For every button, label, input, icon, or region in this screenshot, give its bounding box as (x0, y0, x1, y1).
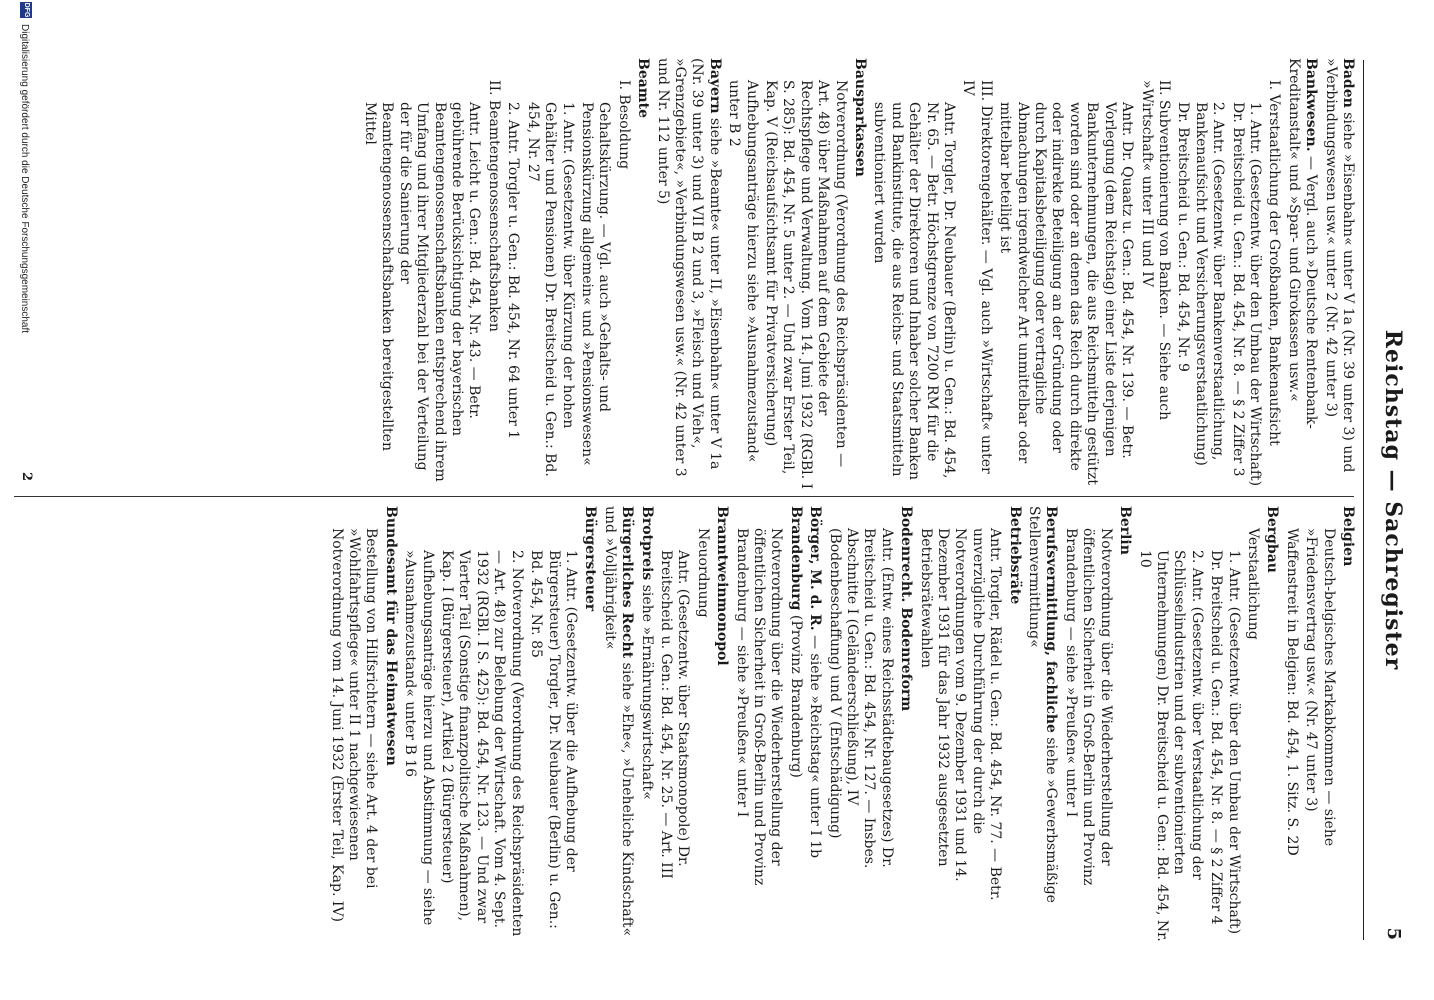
entry-text: siehe »Gewerbsmäßige Stellenvermittlung« (1026, 506, 1060, 903)
entry-headword: Branntweinmonopol (714, 506, 731, 666)
entry-headword: Bankwesen. (1303, 58, 1320, 152)
entry-text: siehe »Eisenbahn« unter V 1a (Nr. 39 unter 3) und »Verbindungswesen usw.« unter 2 (Nr. 42 unter 3) (1322, 58, 1356, 473)
index-entry (725, 58, 760, 490)
entry-headword: Börger, M. d. R. (807, 506, 824, 631)
entry-text: Deutsch-belgisches Markabkommen — siehe »Friedensvertrag usw.« (Nr. 47 unter 3) (1303, 528, 1337, 847)
index-entry (1244, 506, 1261, 942)
entry-headword: Belgien (1340, 506, 1356, 567)
entry-headword: Berlin (1117, 506, 1134, 555)
entry-headword: Brotpreis (638, 506, 655, 581)
index-entry (959, 58, 994, 490)
index-entry (1284, 58, 1319, 490)
index-entry (381, 506, 398, 942)
index-entry (693, 506, 710, 942)
dfg-logo: DFG (20, 2, 32, 18)
index-entry (916, 506, 1003, 942)
entry-headword: Bundesamt für das Heimatwesen (382, 506, 399, 766)
entry-headword: Bausparkassen (852, 58, 869, 177)
index-entry (1025, 506, 1060, 942)
index-entry (401, 506, 436, 942)
entry-text: I. Verstaatlichung der Großbanken, Bankenaufsicht (1266, 80, 1283, 446)
entry-text: siehe »Ehe«, »Uneheliche Kindschaft« und »Volljährigkeit« (601, 506, 636, 937)
entry-headword: Berufsvermittlung, fachliche (1043, 506, 1060, 733)
running-title: Reichstag — Sachregister (1380, 329, 1406, 671)
entry-text: siehe »Beamte« unter II, »Eisenbahn« unter V 1a (Nr. 39 unter 3) und VII B 2 und 3, »Fleisch und Vieh«, »Grenzgebiete«, »Verbindungswesen usw.« (Nr. 42 unter 3 und Nr. 112 unter 5) (654, 58, 723, 477)
column-divider (14, 496, 1354, 497)
index-entry (825, 506, 895, 942)
entry-text: (Provinz Brandenburg) (787, 610, 804, 778)
index-entry (1339, 506, 1356, 942)
entry-text: Aufhebungsanträge hierzu siehe »Ausnahmezustand« unter B 2 (726, 80, 760, 463)
index-entry (1265, 58, 1282, 490)
entry-text: — Vergl. auch »Deutsche Rentenbank-Kreditanstalt« und »Spar- und Girokassen usw.« (1285, 58, 1320, 429)
entry-text: 1. Antr. (Gesetzentw. über den Umbau der Wirtschaft) Dr. Breitscheid u. Gen.: Bd. 454, Nr. 8. — § 2 Ziffer 3 (1229, 102, 1263, 487)
page-number: 5 (1383, 927, 1404, 940)
entry-text: III. Direktorengehälter. — Vgl. auch »Wirtschaft« unter IV (960, 80, 994, 474)
entry-text: Notverordnung (Verordnung des Reichspräsidenten — Art. 48) über Maßnahmen auf dem Gebiete der Rechtspflege und Verwaltung. Vom 14. Juni 1932 (RGBl. I S. 285): Bd. 454, Nr. 5 unter 2. — Und zwar Erster Teil, Kap. V (Reichsaufsichtsamt für Privatversicherung) (763, 80, 849, 490)
entry-headword: Bayern (706, 58, 723, 114)
index-entry (657, 506, 692, 942)
entry-text: Bestellung von Hilfsrichtern — siehe Art. 4 der bei »Wohlfahrtspflege« unter II 1 nachgewiesenen Notverordnung vom 14. Juni 1932 (Erster Teil, Kap. IV) (328, 528, 380, 922)
index-entry (578, 58, 613, 490)
entry-text: Aufhebungsanträge hierzu und Abstimmung — siehe »Ausnahmezustand« unter B 16 (402, 550, 436, 926)
entry-text: II. Subventionierung von Banken. — Siehe auch »Wirtschaft« unter III und IV (1138, 80, 1172, 421)
entry-text: 2. Antr. (Gesetzentw. über Bankenverstaatlichung, Bankenaufsicht und Versicherungsverstaatlichung) Dr. Breitscheid u. Gen.: Bd. 454, Nr. 9 (1175, 102, 1227, 466)
right-column (56, 506, 1356, 942)
entry-text: Antr. (Entw. eines Reichsstädtebaugesetzes) Dr. Breitscheid u. Gen.: Bd. 454, Nr. 127. — Insbes. Abschnitte I (Geländeerschließung), IV (Bodenbeschaffung) und V (Entschädigung) (826, 528, 895, 869)
index-entry (581, 506, 598, 942)
entry-text: 2. Antr. Torgler u. Gen.: Bd. 454, Nr. 64 unter 1 (505, 102, 522, 440)
entry-text: — siehe »Reichstag« unter I 1b (807, 630, 824, 859)
index-entry (653, 58, 723, 490)
entry-text: Waffenstreit in Belgien: Bd. 454, 1. Sitz. S. 2D (1283, 528, 1300, 856)
entry-text: II. Beamtengenossenschaftsbanken (485, 80, 502, 332)
entry-text: 1. Antr. (Gesetzentw. über die Aufhebung der Bürgersteuer) Torgler, Dr. Neubauer (Berlin) u. Gen.: Bd. 454, Nr. 85 (528, 550, 579, 929)
index-entry (504, 58, 521, 490)
index-entry (851, 58, 868, 490)
entry-text: 1. Antr. (Gesetzentw. über Kürzung der hohen Gehälter und Pensionen) Dr. Breitscheid u. Gen.: Bd. 454, Nr. 27 (524, 102, 576, 477)
entry-headword: Bodenrecht. Bodenreform (898, 506, 915, 712)
entry-text: Antr. Torgler, Dr. Neubauer (Berlin) u. Gen.: Bd. 454, Nr. 65. — Betr. Höchstgrenze von 7200 RM für die Gehälter der Direktoren und Inhaber solcher Banken und Bankinstitute, die aus Reichs- und Staatsmitteln subventioniert wurden (871, 102, 958, 480)
entry-text: Antr. Dr. Quaatz u. Gen.: Bd. 454, Nr. 139. — Betr. Vorlegung (dem Reichstag) einer Liste derjenigen Bankunternehmungen, die aus Reichsmitteln gestützt worden sind oder an denen das Reich durch direkte oder indirekte Beteiligung an der Gründung oder durch Kapitalsbeteiligung oder vertragliche Abmachungen irgendwelcher Art unmittelbar oder mittelbar beteiligt ist (997, 102, 1136, 486)
entry-headword: Beamte (635, 58, 652, 118)
index-entry (786, 506, 803, 942)
index-entry (438, 506, 525, 942)
entry-headword: Betriebsräte (1006, 506, 1023, 605)
index-entry (762, 58, 849, 490)
entry-headword: Bergbau (1264, 506, 1281, 573)
index-entry (527, 506, 579, 942)
index-entry (1137, 58, 1172, 490)
index-entry (1005, 506, 1022, 942)
index-entry (897, 506, 914, 942)
index-entry (996, 58, 1135, 490)
entry-text: I. Besoldung (615, 80, 632, 170)
index-entry (1282, 506, 1299, 942)
entry-text: 1. Antr. (Gesetzentw. über den Umbau der Wirtschaft) Dr. Breitscheid u. Gen.: Bd. 454, Nr. 8. — § 2 Ziffer 4 (1208, 550, 1242, 935)
page-header (1363, 60, 1414, 940)
index-entry (1116, 506, 1133, 942)
index-entry (637, 506, 654, 942)
entry-headword: Brandenburg (787, 506, 804, 611)
index-entry (600, 506, 635, 942)
entry-text: 2. Antr. (Gesetzentw. über Verstaatlichung der Schlüsselindustrien und der subventionierten Unternehmungen) Dr. Breitscheid u. Gen.: Bd. 454, Nr. 10 (1136, 550, 1205, 942)
entry-text: Antr. (Gesetzentw. über Staatsmonopole) Dr. Breitscheid u. Gen.: Bd. 454, Nr. 25. — Art. III (657, 550, 692, 879)
index-entry (634, 58, 651, 490)
index-entry (614, 58, 631, 490)
index-entry (713, 506, 730, 942)
footer-page-marker: 2 (19, 472, 34, 482)
entry-text: Antr. Leicht u. Gen.: Bd. 454, Nr. 43. — Betr. gebührende Berücksichtigung der bayerischen Beamtengenossenschaftsbanken entsprechend ihrem Umfang und ihrer Mitgliederzahl bei der Verteilung der für die Sanierung der Beamtengenossenschaftsbanken bereitgestellten Mittel (362, 102, 483, 482)
entry-text: Gehaltskürzung. — Vgl. auch »Gehalts- und Pensionskürzung allgemein« und »Pensionswesen« (578, 102, 613, 466)
entry-headword: Baden (1340, 58, 1356, 108)
index-entry (361, 58, 483, 490)
credit-text: Digitalisierung gefördert durch die Deutsche Forschungsgemeinschaft (19, 24, 30, 334)
entry-text: Antr. Torgler, Rädel u. Gen.: Bd. 454, Nr. 77. — Betr. unverzügliche Durchführung der durch die Notverordnungen vom 9. Dezember 1931 und 14. Dezember 1931 für das Jahr 1932 ausgesetzten Betriebsrätewahlen (917, 528, 1004, 901)
entry-headword: Bürgersteuer (582, 506, 599, 612)
index-entry (485, 58, 502, 490)
entry-text: Neuordnung (694, 528, 711, 618)
index-entry (327, 506, 379, 942)
index-entry (1207, 506, 1242, 942)
index-entry (1174, 58, 1226, 490)
entry-text: 2. Notverordnung (Verordnung des Reichspräsidenten — Art. 48) zur Belebung der Wirtschaft. Vom 4. Sept. 1932 (RGBl. I S. 425): Bd. 454, Nr. 123. — Und zwar Vierter Teil (Sonstige finanzpolitische Maßnahmen), Kap. I (Bürgersteuer), Artikel 2 (Bürgersteuer) (439, 550, 525, 937)
entry-text: Notverordnung über die Wiederherstellung der öffentlichen Sicherheit in Groß-Berlin und Provinz Brandenburg — siehe »Preußen« unter I (733, 528, 785, 886)
index-entry (1135, 506, 1205, 942)
index-entry (1228, 58, 1263, 490)
left-column (66, 58, 1356, 490)
index-entry (1263, 506, 1280, 942)
entry-text: Verstaatlichung (1244, 528, 1261, 640)
index-entry (732, 506, 784, 942)
entry-text: Notverordnung über die Wiederherstellung der öffentlichen Sicherheit in Groß-Berlin und Provinz Brandenburg — siehe »Preußen« unter I (1062, 528, 1114, 886)
entry-headword: Bürgerliches Recht (619, 506, 636, 659)
index-entry (870, 58, 957, 490)
index-entry (523, 58, 575, 490)
index-entry (1062, 506, 1114, 942)
entry-text: siehe »Ernährungswirtschaft« (638, 580, 655, 800)
index-entry (806, 506, 823, 942)
index-entry (1302, 506, 1337, 942)
index-entry (1321, 58, 1356, 490)
